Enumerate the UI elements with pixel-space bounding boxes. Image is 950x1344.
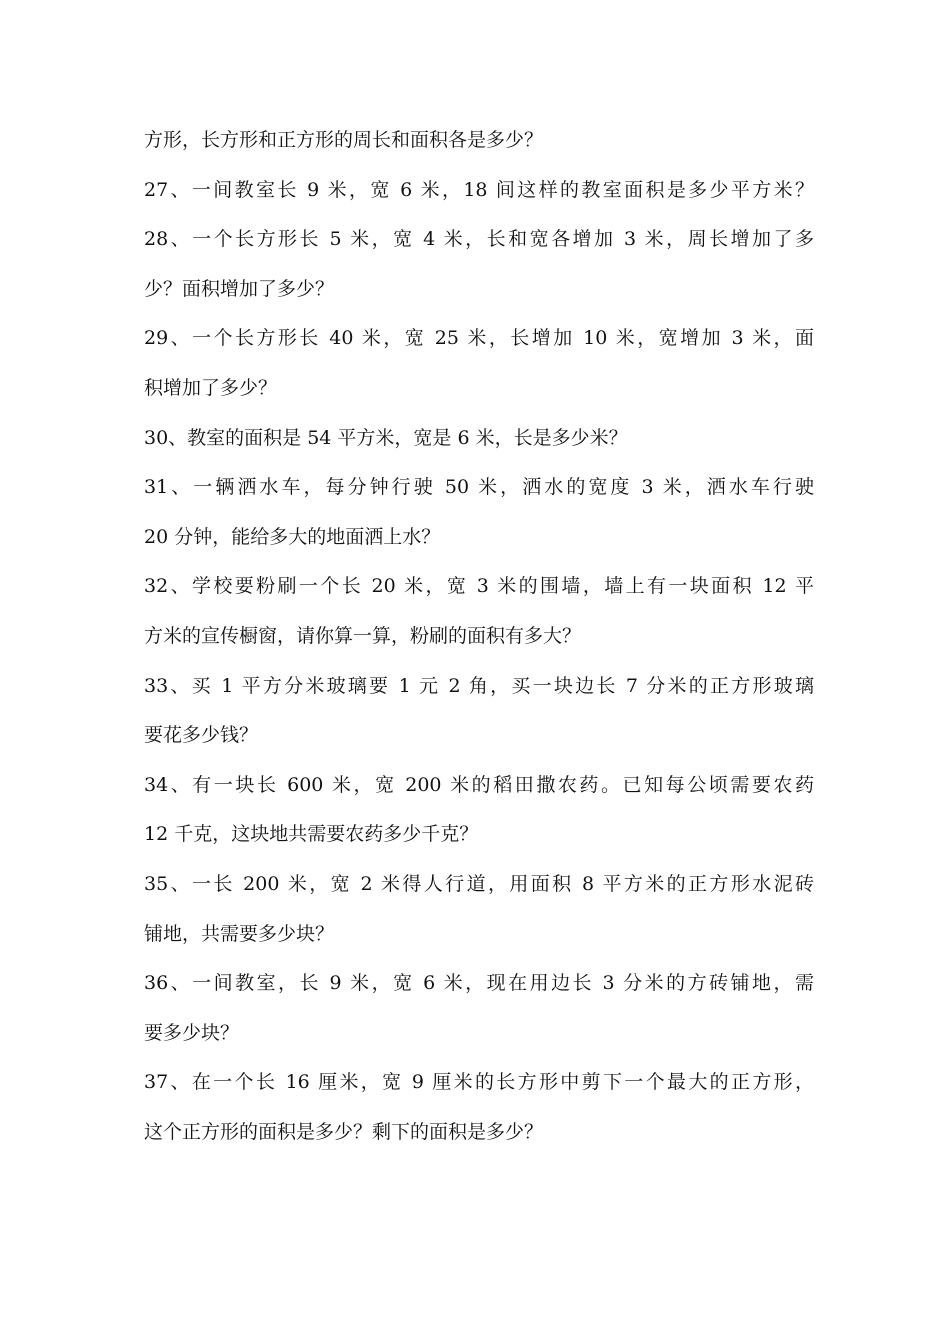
text-line: 37、在一个长 16 厘米，宽 9 厘米的长方形中剪下一个最大的正方形， xyxy=(144,1071,814,1094)
text-line: 20 分钟，能给多大的地面洒上水？ xyxy=(144,525,441,548)
text-line: 29、一个长方形长 40 米，宽 25 米，长增加 10 米，宽增加 3 米，面 xyxy=(144,327,814,350)
text-line: 34、有一块长 600 米，宽 200 米的稻田撒农药。已知每公顷需要农药 xyxy=(144,773,814,796)
text-line: 33、买 1 平方分米玻璃要 1 元 2 角，买一块边长 7 分米的正方形玻璃 xyxy=(144,674,814,697)
text-line: 要花多少钱？ xyxy=(144,724,259,747)
text-line: 30、教室的面积是 54 平方米，宽是 6 米，长是多少米？ xyxy=(144,426,628,449)
text-line: 35、一长 200 米，宽 2 米得人行道，用面积 8 平方米的正方形水泥砖 xyxy=(144,872,814,895)
text-line: 32、学校要粉刷一个长 20 米，宽 3 米的围墙，墙上有一块面积 12 平 xyxy=(144,575,814,598)
text-line: 这个正方形的面积是多少？剩下的面积是多少？ xyxy=(144,1120,544,1143)
text-line: 12 千克，这块地共需要农药多少千克？ xyxy=(144,823,479,846)
text-line: 28、一个长方形长 5 米，宽 4 米，长和宽各增加 3 米，周长增加了多 xyxy=(144,228,814,251)
problem-text-block xyxy=(144,116,814,1157)
text-line: 少？面积增加了多少？ xyxy=(144,277,335,300)
text-line: 要多少块？ xyxy=(144,1021,240,1044)
text-line: 36、一间教室，长 9 米，宽 6 米，现在用边长 3 分米的方砖铺地，需 xyxy=(144,972,814,995)
text-line: 31、一辆洒水车，每分钟行驶 50 米，洒水的宽度 3 米，洒水车行驶 xyxy=(144,476,814,499)
text-line: 27、一间教室长 9 米，宽 6 米，18 间这样的教室面积是多少平方米？ xyxy=(144,178,814,201)
text-line: 方形，长方形和正方形的周长和面积各是多少？ xyxy=(144,129,544,151)
text-line: 方米的宣传橱窗，请你算一算，粉刷的面积有多大？ xyxy=(144,624,582,647)
text-line: 积增加了多少？ xyxy=(144,376,278,399)
text-line: 铺地，共需要多少块？ xyxy=(144,922,335,945)
